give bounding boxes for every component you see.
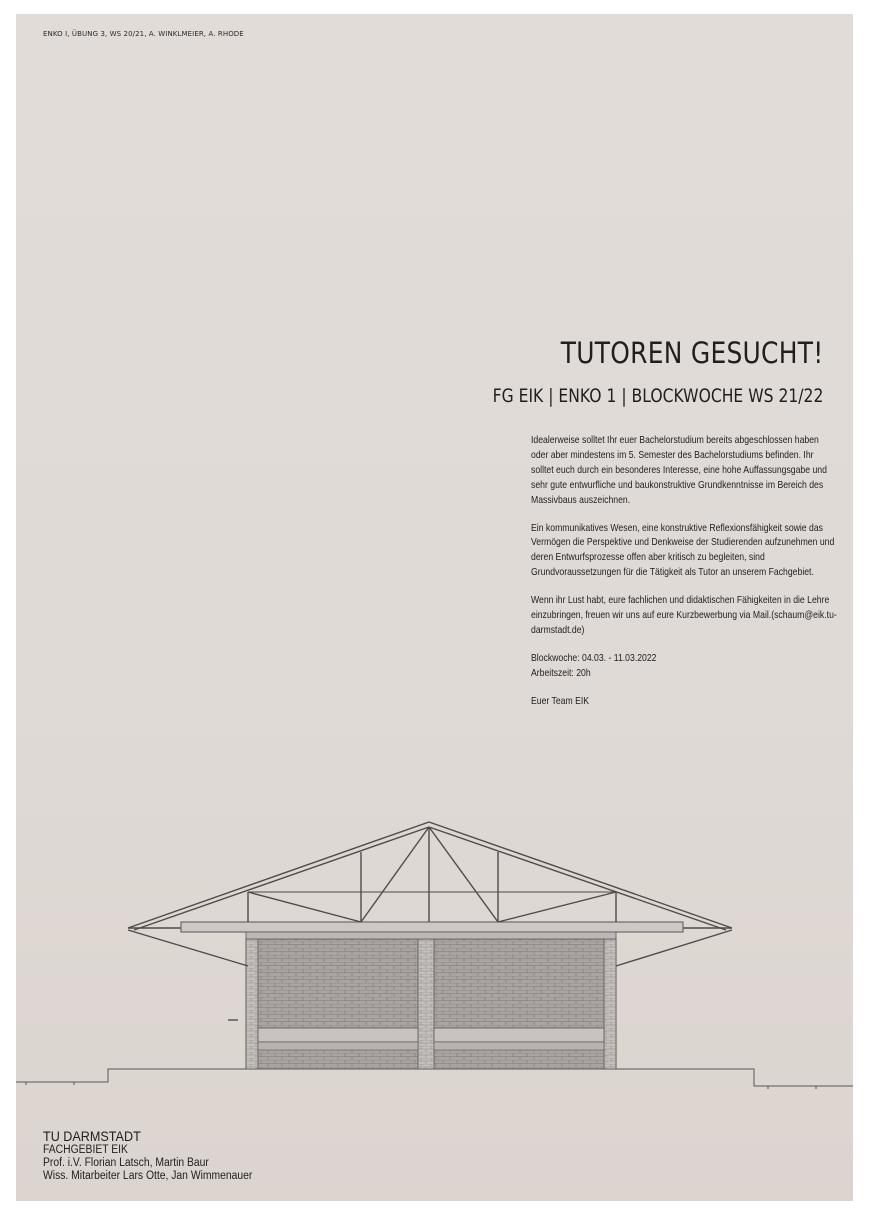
poster-headline: TUTOREN GESUCHT! xyxy=(560,336,823,370)
paragraph-qualities: Ein kommunikatives Wesen, eine konstruktive Reflexionsfähigkeit sowie das Vermögen die Perspektive und Denkweise der Studierenden aufzunehmen und deren Entwurfsprozesse offen aber kritisch zu begleiten, sind Grundvoraussetzungen für die Tätigkeit als Tutor an unserem Fachgebiet. xyxy=(531,522,835,579)
staff-line: Wiss. Mitarbeiter Lars Otte, Jan Wimmenauer xyxy=(43,1170,253,1182)
announcement-text xyxy=(531,434,837,723)
building-elevation-drawing xyxy=(16,794,853,1094)
paragraph-requirements: Idealerweise solltet Ihr euer Bachelorstudium bereits abgeschlossen haben oder aber mindestens im 5. Semester des Bachelorstudiums befinden. Ihr solltet euch durch ein besonderes Interesse, eine hohe Auffassungsgabe und sehr gute entwurfliche und baukonstruktive Grundkenntnisse im Bereich des Massivbaus auszeichnen. xyxy=(531,435,827,506)
poster-subheadline: FG EIK | ENKO 1 | BLOCKWOCHE WS 21/22 xyxy=(492,385,823,407)
institution-footer xyxy=(43,1129,252,1183)
professors-line: Prof. i.V. Florian Latsch, Martin Baur xyxy=(43,1157,209,1169)
signoff: Euer Team EIK xyxy=(531,695,590,707)
working-hours: Arbeitszeit: 20h xyxy=(531,667,591,679)
university-name: TU DARMSTADT xyxy=(43,1128,141,1144)
department-name: FACHGEBIET EIK xyxy=(43,1144,128,1156)
blockwoche-dates: Blockwoche: 04.03. - 11.03.2022 xyxy=(531,652,657,664)
paragraph-application: Wenn ihr Lust habt, eure fachlichen und didaktischen Fähigkeiten in die Lehre einzubringen, freuen wir uns auf eure Kurzbewerbung via Mail.(schaum@eik.tu-darmstadt.de) xyxy=(531,595,837,636)
drawing-credit: ENKO I, ÜBUNG 3, WS 20/21, A. WINKLMEIER, A. RHODE xyxy=(43,30,244,38)
poster-sheet xyxy=(16,14,853,1201)
